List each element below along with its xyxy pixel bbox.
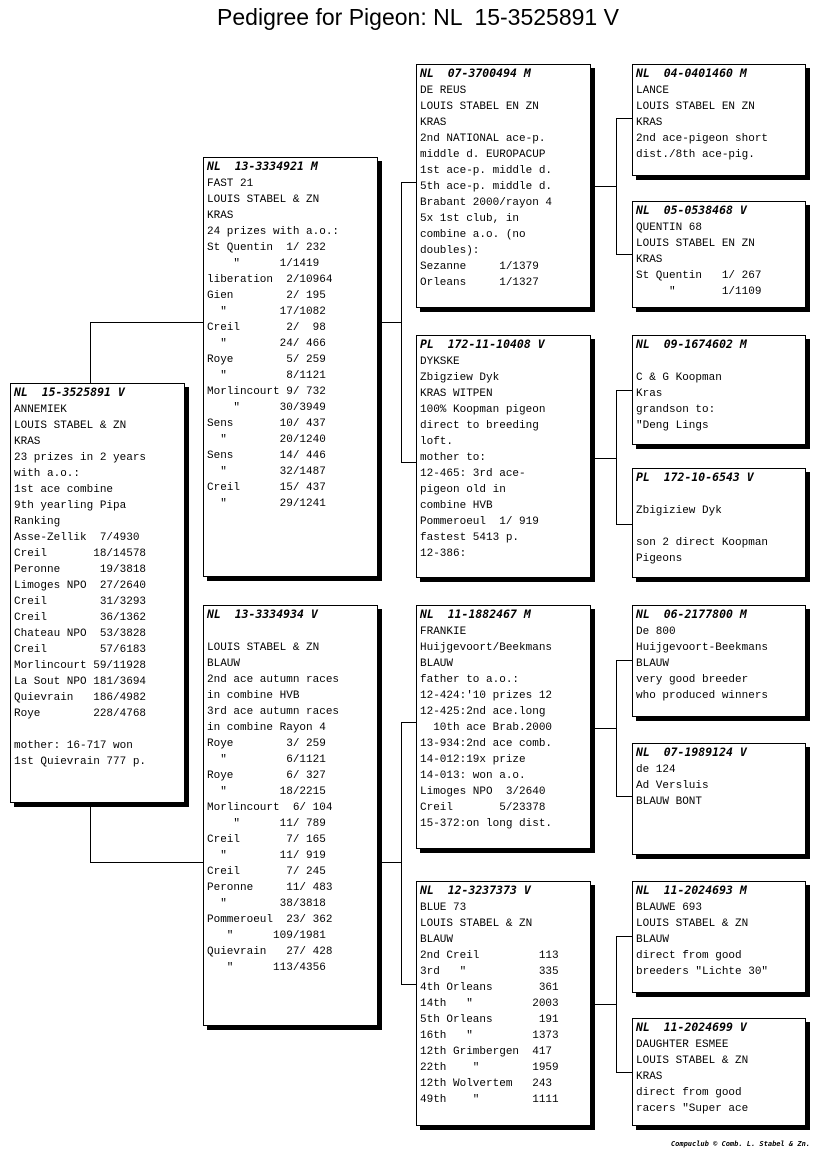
page-title: Pedigree for Pigeon: NL 15-3525891 V: [217, 4, 619, 30]
ring-number: NL 05-0538468 V: [636, 203, 747, 217]
connector-line: [616, 796, 632, 797]
ring-number: NL 11-2024693 M: [636, 883, 747, 897]
connector-line: [90, 802, 91, 862]
pigeon-card: [10, 383, 185, 803]
pigeon-details: LANCE LOUIS STABEL EN ZN KRAS 2nd ace-pigeon short dist./8th ace-pig.: [636, 85, 769, 161]
great-grandparent-card: [632, 64, 806, 176]
pigeon-details: BLAUWE 693 LOUIS STABEL & ZN BLAUW direct from good breeders "Lichte 30": [636, 902, 769, 978]
great-grandparent-card: [632, 743, 806, 855]
ring-number: NL 04-0401460 M: [636, 66, 747, 80]
ring-number: PL 172-11-10408 V: [420, 337, 545, 351]
connector-line: [90, 322, 91, 384]
connector-line: [616, 936, 632, 937]
great-grandparent-card: [632, 881, 806, 993]
connector-line: [401, 462, 417, 463]
connector-line: [616, 254, 632, 255]
pigeon-details: Zbigiziew Dyk son 2 direct Koopman Pigeons: [636, 505, 769, 565]
connector-line: [591, 728, 616, 729]
ring-number: PL 172-10-6543 V: [636, 470, 754, 484]
connector-line: [616, 524, 632, 525]
ring-number: NL 11-1882467 M: [420, 607, 531, 621]
connector-line: [401, 722, 417, 723]
pigeon-details: FAST 21 LOUIS STABEL & ZN KRAS 24 prizes with a.o.: St Quentin 1/ 232 " 1/1419 liberation 2/10964 Gien 2/ 195 " 17/1082 Creil 2/ 98 " 24/ 466 Roye 5/ 259 " 8/1121 Morlincourt 9/ 732 " 30/3949 Sens 10/ 437 " 20/1240 Sens 14/ 446 " 32/1487 Creil 15/ 437 " 29/1241: [207, 178, 340, 510]
connector-line: [90, 862, 204, 863]
connector-line: [401, 722, 402, 984]
connector-line: [616, 1072, 632, 1073]
connector-line: [616, 390, 617, 524]
connector-line: [616, 118, 632, 119]
connector-line: [401, 182, 417, 183]
great-grandparent-card: [632, 468, 806, 578]
grandsire-paternal-card: [416, 64, 591, 308]
ring-number: NL 15-3525891 V: [14, 385, 125, 399]
connector-line: [591, 458, 616, 459]
connector-line: [616, 936, 617, 1072]
connector-line: [401, 984, 417, 985]
connector-line: [377, 322, 401, 323]
ring-number: NL 13-3334921 M: [207, 159, 318, 173]
granddam-maternal-card: [416, 881, 591, 1126]
ring-number: NL 11-2024699 V: [636, 1020, 747, 1034]
ring-number: NL 07-3700494 M: [420, 66, 531, 80]
ring-number: NL 06-2177800 M: [636, 607, 747, 621]
ring-number: NL 09-1674602 M: [636, 337, 747, 351]
grandsire-maternal-card: [416, 605, 591, 849]
great-grandparent-card: [632, 201, 806, 308]
ring-number: NL 13-3334934 V: [207, 607, 318, 621]
pigeon-details: FRANKIE Huijgevoort/Beekmans BLAUW father to a.o.: 12-424:'10 prizes 12 12-425:2nd ace.long 10th ace Brab.2000 13-934:2nd ace comb. 14-012:19x prize 14-013: won a.o. Limoges NPO 3/2640 Creil 5/23378 15-372:on long dist.: [420, 626, 553, 830]
great-grandparent-card: [632, 1018, 806, 1126]
pigeon-details: C & G Koopman Kras grandson to: "Deng Lings: [636, 372, 722, 432]
pigeon-details: de 124 Ad Versluis BLAUW BONT: [636, 764, 709, 808]
pigeon-details: DE REUS LOUIS STABEL EN ZN KRAS 2nd NATIONAL ace-p. middle d. EUROPACUP 1st ace-p. middle d. 5th ace-p. middle d. Brabant 2000/rayon 4 5x 1st club, in combine a.o. (no doubles): Sezanne 1/1379 Orleans 1/1327: [420, 85, 553, 289]
pigeon-details: ANNEMIEK LOUIS STABEL & ZN KRAS 23 prizes in 2 years with a.o.: 1st ace combine 9th yearling Pipa Ranking Asse-Zellik 7/4930 Creil 18/14578 Peronne 19/3818 Limoges NPO 27/2640 Creil 31/3293 Creil 36/1362 Chateau NPO 53/3828 Creil 57/6183 Morlincourt 59/11928 La Sout NPO 181/3694 Quievrain 186/4982 Roye 228/4768 mother: 16-717 won 1st Quievrain 777 p.: [14, 404, 147, 768]
connector-line: [616, 118, 617, 254]
connector-line: [377, 862, 401, 863]
connector-line: [591, 186, 616, 187]
connector-line: [90, 322, 204, 323]
dam-card: [203, 605, 378, 1026]
copyright-footer: Compuclub © Comb. L. Stabel & Zn.: [670, 1140, 810, 1148]
great-grandparent-card: [632, 605, 806, 717]
connector-line: [616, 390, 632, 391]
sire-card: [203, 157, 378, 577]
ring-number: NL 07-1989124 V: [636, 745, 747, 759]
pigeon-details: LOUIS STABEL & ZN BLAUW 2nd ace autumn races in combine HVB 3rd ace autumn races in combine Rayon 4 Roye 3/ 259 " 6/1121 Roye 6/ 327 " 18/2215 Morlincourt 6/ 104 " 11/ 789 Creil 7/ 165 " 11/ 919 Creil 7/ 245 Peronne 11/ 483 " 38/3818 Pommeroeul 23/ 362 " 109/1981 Quievrain 27/ 428 " 113/4356: [207, 642, 340, 974]
connector-line: [616, 660, 617, 796]
granddam-paternal-card: [416, 335, 591, 578]
connector-line: [401, 182, 402, 462]
ring-number: NL 12-3237373 V: [420, 883, 531, 897]
great-grandparent-card: [632, 335, 806, 445]
connector-line: [616, 660, 632, 661]
pigeon-details: BLUE 73 LOUIS STABEL & ZN BLAUW 2nd Creil 113 3rd " 335 4th Orleans 361 14th " 2003 5th Orleans 191 16th " 1373 12th Grimbergen 417 22th " 1959 12th Wolvertem 243 49th " 1111: [420, 902, 559, 1106]
connector-line: [591, 1004, 616, 1005]
pigeon-details: De 800 Huijgevoort-Beekmans BLAUW very good breeder who produced winners: [636, 626, 769, 702]
pigeon-details: DAUGHTER ESMEE LOUIS STABEL & ZN KRAS direct from good racers "Super ace: [636, 1039, 749, 1115]
pigeon-details: QUENTIN 68 LOUIS STABEL EN ZN KRAS St Quentin 1/ 267 " 1/1109: [636, 222, 762, 298]
pigeon-details: DYKSKE Zbigziew Dyk KRAS WITPEN 100% Koopman pigeon direct to breeding loft. mother to: 12-465: 3rd ace- pigeon old in combine HVB Pommeroeul 1/ 919 fastest 5413 p. 12-386:: [420, 356, 546, 560]
